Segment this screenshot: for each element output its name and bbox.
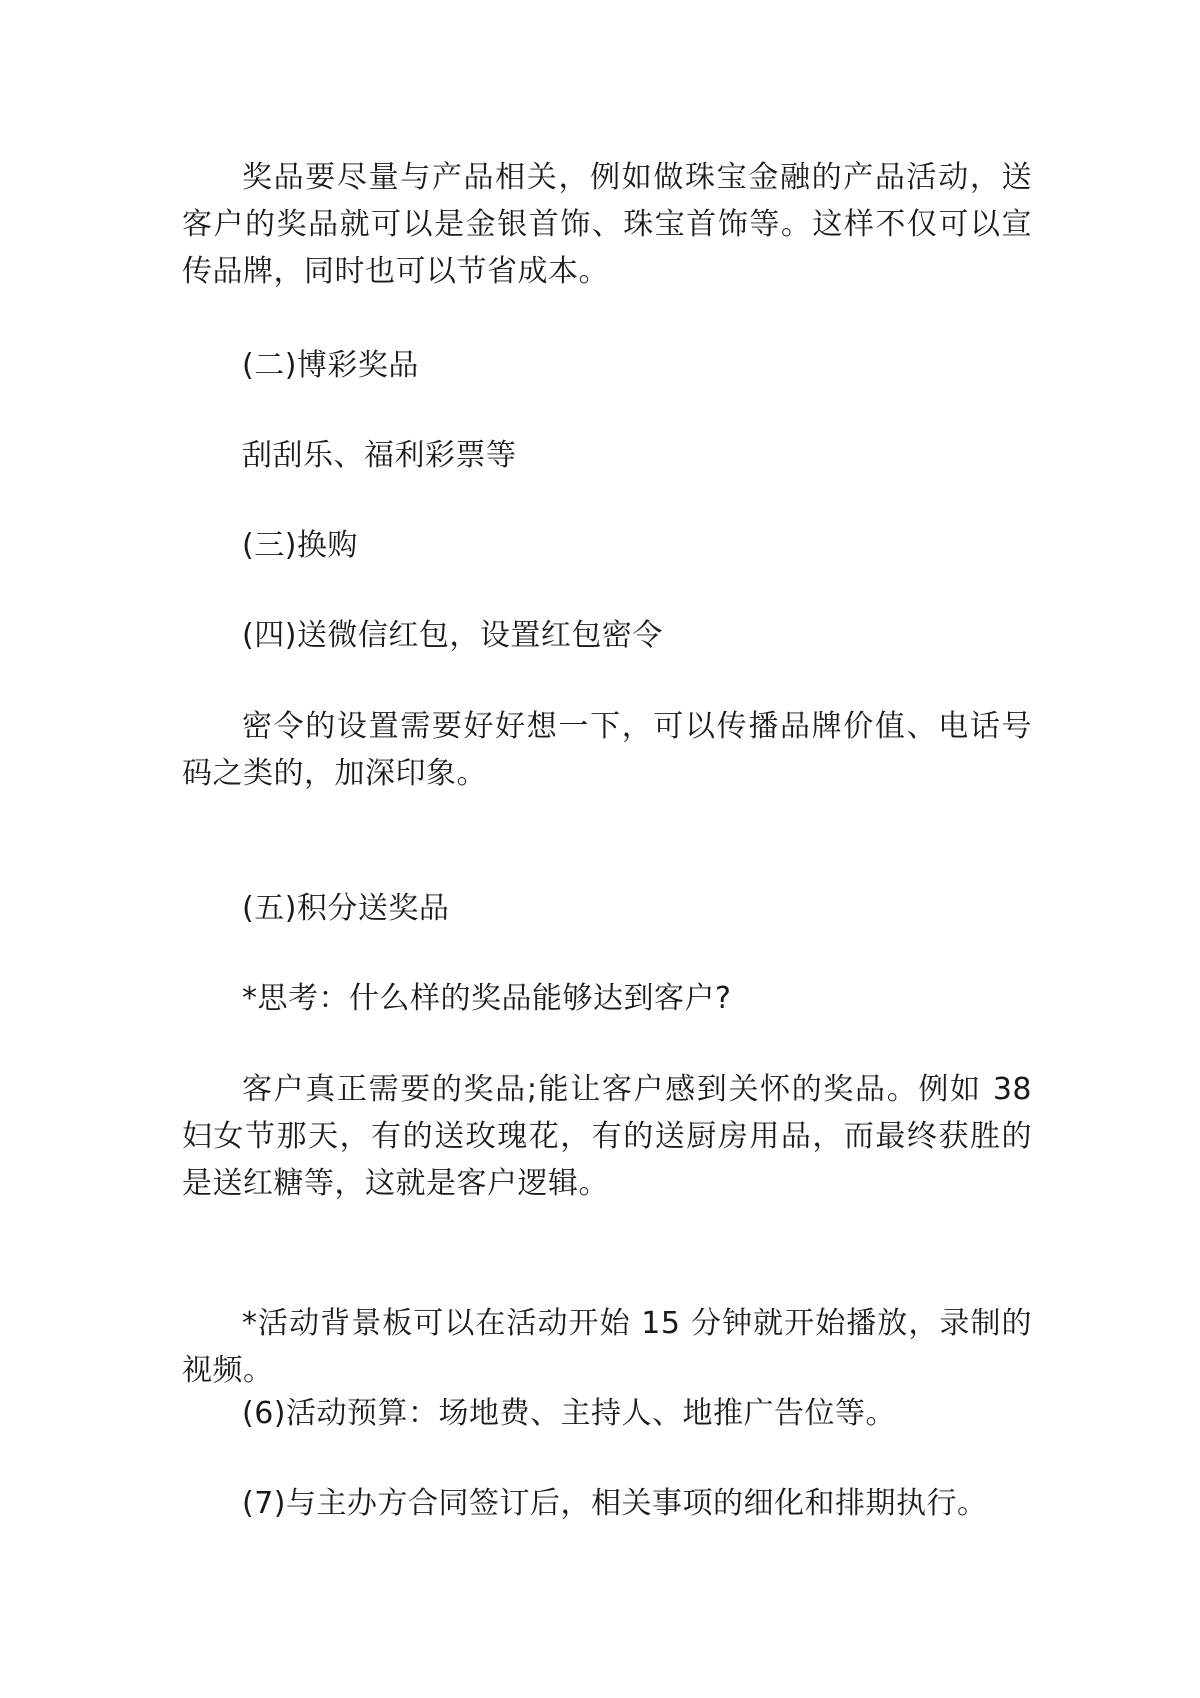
paragraph-customer-logic: 客户真正需要的奖品;能让客户感到关怀的奖品。例如 38 妇女节那天，有的送玫瑰花，有的送厨房用品，而最终获胜的是送红糖等，这就是客户逻辑。 (182, 1072, 1032, 1201)
heading-wechat-red-packet: (四)送微信红包，设置红包密令 (242, 618, 663, 653)
paragraph-contract-execution: (7)与主办方合同签订后，相关事项的细化和排期执行。 (242, 1486, 988, 1521)
heading-lottery-prizes: (二)博彩奖品 (242, 348, 419, 383)
paragraph-prize-relevance: 奖品要尽量与产品相关，例如做珠宝金融的产品活动，送客户的奖品就可以是金银首饰、珠宝首饰等。这样不仅可以宣传品牌，同时也可以节省成本。 (182, 160, 1032, 289)
paragraph-activity-budget: (6)活动预算：场地费、主持人、地推广告位等。 (242, 1396, 896, 1431)
paragraph-thinking-question: *思考：什么样的奖品能够达到客户? (242, 981, 732, 1016)
paragraph-background-board: *活动背景板可以在活动开始 15 分钟就开始播放，录制的视频。 (182, 1306, 1032, 1388)
heading-points-prizes: (五)积分送奖品 (242, 891, 450, 926)
paragraph-lottery-examples: 刮刮乐、福利彩票等 (242, 438, 517, 473)
paragraph-password-setting: 密令的设置需要好好想一下，可以传播品牌价值、电话号码之类的，加深印象。 (182, 709, 1032, 791)
heading-exchange-purchase: (三)换购 (242, 528, 358, 563)
